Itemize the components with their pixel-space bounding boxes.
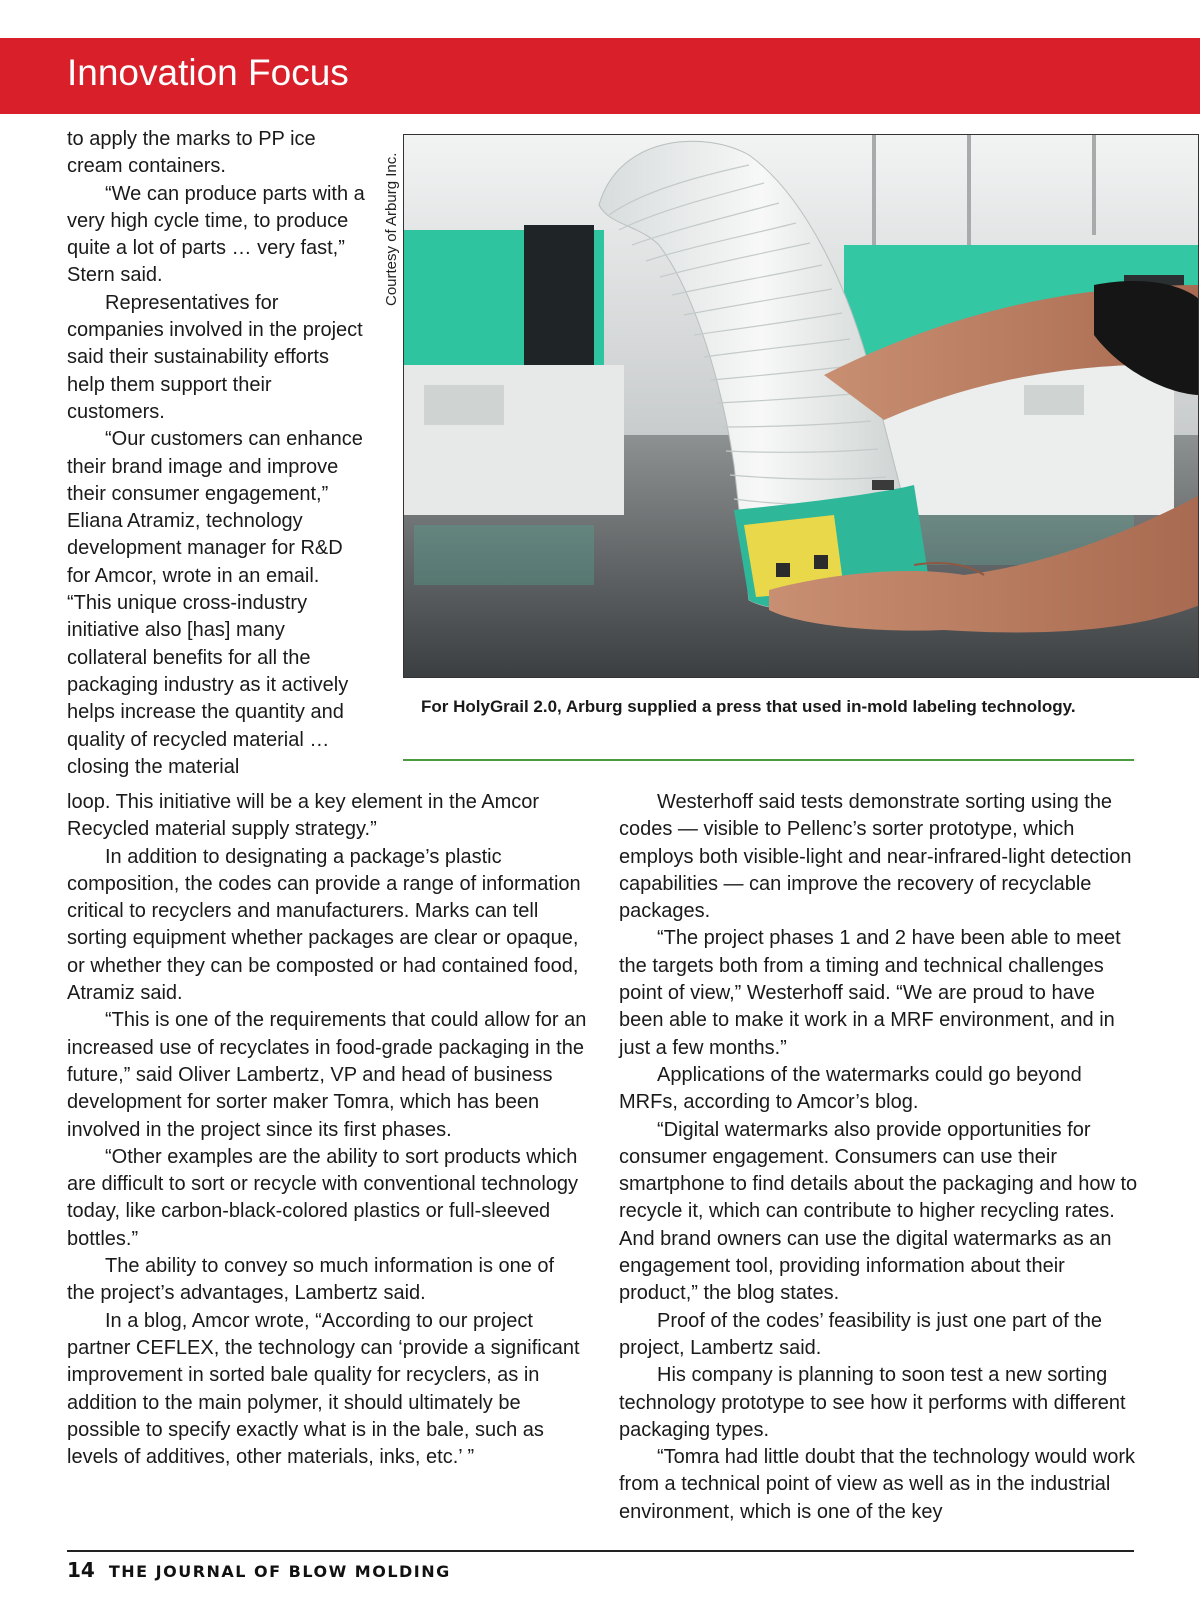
paragraph: “Our customers can enhance their brand image and improve their consumer engagement,” Eliana Atramiz, technology development manager for R&D for Amcor, wrote in an email. “This unique cross-industry initiative also [has] many collateral benefits for all the packaging industry as it actively helps increase the quantity and quality of recycled material … closing the material xyxy=(67,428,363,778)
paragraph: Westerhoff said tests demonstrate sorting using the codes — visible to Pellenc’s sorter prototype, which employs both visible-light and near-infrared-light detection capabilities — can improve the recovery of recyclable packages. xyxy=(619,791,1132,923)
caption-divider xyxy=(403,759,1134,761)
paragraph: In addition to designating a package’s plastic composition, the codes can provide a range of information critical to recyclers and manufacturers. Marks can tell sorting equipment whether packages are clear or opaque, or whether they can be composted or had contained food, Atramiz said. xyxy=(67,845,581,1005)
page-number: 14 xyxy=(67,1558,95,1582)
page-footer xyxy=(67,1558,451,1582)
paragraph: to apply the marks to PP ice cream containers. xyxy=(67,128,316,178)
article-column-top xyxy=(67,126,367,781)
paragraph: “Digital watermarks also provide opportunities for consumer engagement. Consumers can use their smartphone to find details about the packaging and how to recycle it, which can contribute to higher recycling rates. And brand owners can use the digital watermarks as an engagement tool, providing information about their product,” the blog states. xyxy=(619,1118,1138,1305)
footer-divider xyxy=(67,1550,1134,1552)
paragraph: In a blog, Amcor wrote, “According to our project partner CEFLEX, the technology can ‘provide a significant improvement in sorted bale quality for recyclers, as in addition to the main polymer, it should ultimately be possible to specify exactly what is in the bale, such as levels of additives, other materials, inks, etc.’ ” xyxy=(67,1309,580,1469)
paragraph: loop. This initiative will be a key element in the Amcor Recycled material supply strategy.” xyxy=(67,791,540,841)
paragraph: “Other examples are the ability to sort products which are difficult to sort or recycle with conventional technology today, like carbon-black-colored plastics or full-sleeved bottles.” xyxy=(67,1145,579,1250)
paragraph: The ability to convey so much information is one of the project’s advantages, Lambertz said. xyxy=(67,1255,555,1305)
section-title: Innovation Focus xyxy=(67,52,349,93)
section-banner xyxy=(0,38,1200,114)
paragraph: His company is planning to soon test a new sorting technology prototype to see how it performs with different packaging types. xyxy=(619,1364,1126,1441)
article-column-right xyxy=(619,789,1141,1526)
paragraph: Proof of the codes’ feasibility is just one part of the project, Lambertz said. xyxy=(619,1309,1103,1359)
photo-caption: For HolyGrail 2.0, Arburg supplied a press that used in-mold labeling technology. xyxy=(421,697,1076,716)
photo-illustration xyxy=(404,135,1199,678)
article-photo xyxy=(403,134,1199,678)
paragraph: Representatives for companies involved in the project said their sustainability efforts help them support their customers. xyxy=(67,291,363,423)
paragraph: “We can produce parts with a very high cycle time, to produce quite a lot of parts … very fast,” Stern said. xyxy=(67,182,365,287)
paragraph: Applications of the watermarks could go beyond MRFs, according to Amcor’s blog. xyxy=(619,1063,1082,1114)
article-column-left xyxy=(67,789,587,1471)
paragraph: “This is one of the requirements that could allow for an increased use of recyclates in food-grade packaging in the future,” said Oliver Lambertz, VP and head of business development for sorter maker Tomra, which has been involved in the project since its first phases. xyxy=(67,1009,587,1141)
publication-name: THE JOURNAL OF BLOW MOLDING xyxy=(108,1562,451,1581)
paragraph: “Tomra had little doubt that the technology would work from a technical point of view as well as in the industrial environment, which is one of the key xyxy=(619,1446,1136,1523)
photo-credit: Courtesy of Arburg Inc. xyxy=(383,152,400,306)
paragraph: “The project phases 1 and 2 have been able to meet the targets both from a timing and technical challenges point of view,” Westerhoff said. “We are proud to have been able to make it work in a MRF environment, and in just a few months.” xyxy=(619,927,1121,1059)
